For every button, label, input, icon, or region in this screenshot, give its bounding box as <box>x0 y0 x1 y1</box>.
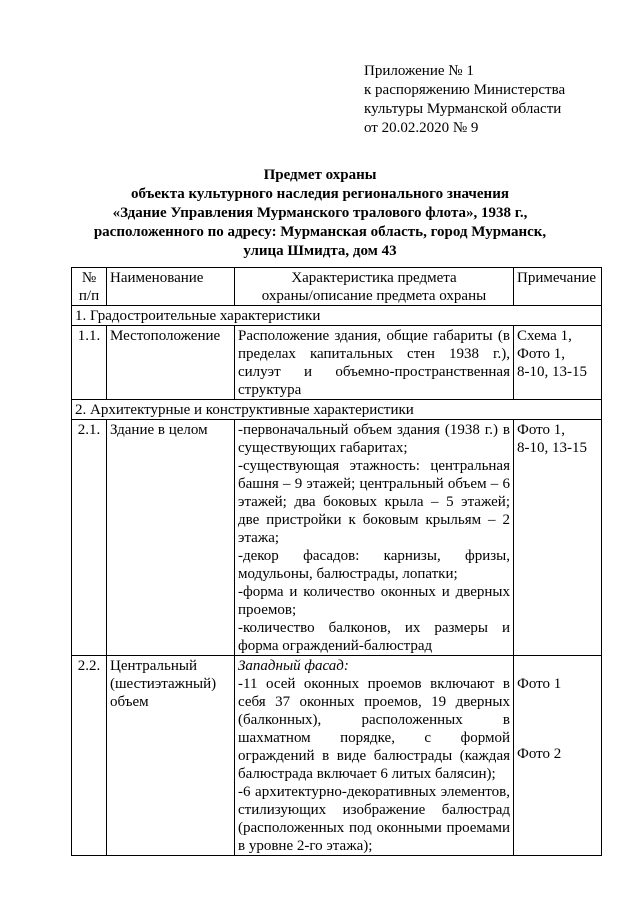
row-note-line: 8-10, 13-15 <box>517 364 587 380</box>
table-row <box>72 326 602 400</box>
appendix-title: Приложение № 1 <box>364 63 474 79</box>
row-name: Здание в целом <box>107 420 235 656</box>
table-header-row <box>72 268 602 306</box>
row-note-line: Схема 1, <box>517 328 572 344</box>
header-note: Примечание <box>514 268 602 306</box>
row-desc-item: -11 осей оконных проемов включают в себя 37 оконных проемов, 19 дверных (балконных), расположенных в шахматном порядке, с формой ограждений в виде балюстрады (каждая балюстрада включает 6 литых балясин); <box>238 676 510 782</box>
row-note-line: Фото 1, <box>517 346 566 362</box>
row-note <box>514 326 602 400</box>
protection-subject-table <box>71 267 602 856</box>
header-desc-line-2: охраны/описание предмета охраны <box>261 288 487 304</box>
row-desc-text: Расположение здания, общие габариты (в пределах капитальных стен 1938 г.), силуэт и объемно-пространственная структура <box>238 328 510 398</box>
title-line-3: «Здание Управления Мурманского тралового флота», 1938 г., <box>112 205 528 221</box>
section-row <box>72 306 602 326</box>
section-heading-2: 2. Архитектурные и конструктивные характеристики <box>72 400 602 420</box>
row-desc-item: -существующая этажность: центральная башня – 9 этажей; центральный объем – 6 этажей; два боковых крыла – 5 этажей; две пристройки к боковым крыльям – 2 этажа; <box>238 458 510 546</box>
row-num: 2.1. <box>72 420 107 656</box>
row-num: 2.2. <box>72 656 107 856</box>
row-note-line: 8-10, 13-15 <box>517 440 587 456</box>
title-line-2: объекта культурного наследия регионального значения <box>131 186 509 202</box>
title-line-4: расположенного по адресу: Мурманская область, город Мурманск, <box>93 224 547 240</box>
row-desc-facade-label: Западный фасад: <box>238 658 349 674</box>
header-name: Наименование <box>107 268 235 306</box>
row-name: Местоположение <box>107 326 235 400</box>
row-desc <box>235 656 514 856</box>
table-row <box>72 420 602 656</box>
row-note-line: Фото 1, <box>517 422 566 438</box>
section-heading-1: 1. Градостроительные характеристики <box>72 306 602 326</box>
note-spacer <box>517 657 598 675</box>
appendix-date: от 20.02.2020 № 9 <box>364 120 479 136</box>
appendix-ministry: культуры Мурманской области <box>364 101 562 117</box>
row-note <box>514 656 602 856</box>
row-num: 1.1. <box>72 326 107 400</box>
row-desc <box>235 420 514 656</box>
title-line-5: улица Шмидта, дом 43 <box>243 243 397 259</box>
note-spacer <box>517 693 598 745</box>
row-desc-item: -форма и количество оконных и дверных проемов; <box>238 584 510 618</box>
row-desc-item: -первоначальный объем здания (1938 г.) в существующих габаритах; <box>238 422 510 456</box>
title-line-1: Предмет охраны <box>263 167 377 183</box>
section-row <box>72 400 602 420</box>
row-note <box>514 420 602 656</box>
row-desc-item: -декор фасадов: карнизы, фризы, модульоны, балюстрады, лопатки; <box>238 548 510 582</box>
header-desc <box>235 268 514 306</box>
row-note-line: Фото 1 <box>517 676 562 692</box>
document-title <box>20 166 620 261</box>
header-num: № п/п <box>72 268 107 306</box>
table-row <box>72 656 602 856</box>
appendix-order: к распоряжению Министерства <box>364 82 566 98</box>
row-desc <box>235 326 514 400</box>
row-desc-item: -6 архитектурно-декоративных элементов, стилизующих изображение балюстрад (расположенных под оконными проемами в уровне 2-го этажа); <box>238 784 510 854</box>
header-desc-line-1: Характеристика предмета <box>291 270 457 286</box>
appendix-header <box>364 62 565 138</box>
row-desc-item: -количество балконов, их размеры и форма ограждений-балюстрад <box>238 620 510 654</box>
row-note-line: Фото 2 <box>517 746 562 762</box>
row-name: Центральный (шестиэтажный) объем <box>107 656 235 856</box>
